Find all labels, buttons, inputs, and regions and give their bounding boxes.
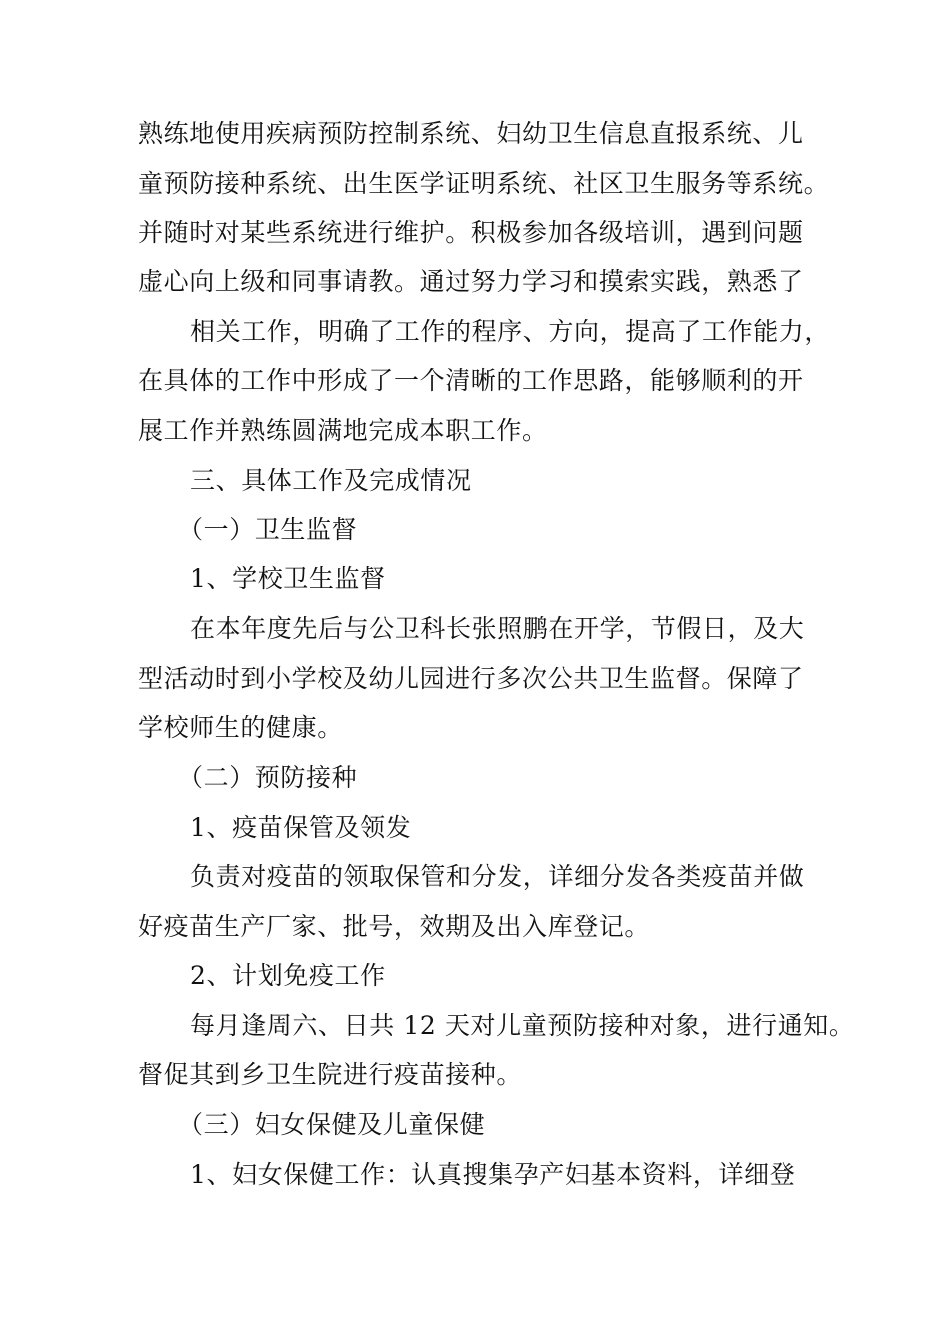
item-heading: 1、学校卫生监督 [190,564,386,593]
text-line: 熟练地使用疾病预防控制系统、妇幼卫生信息直报系统、儿 [138,119,804,148]
text-line: 在本年度先后与公卫科长张照鹏在开学，节假日，及大 [190,614,805,643]
item-heading: 1、妇女保健工作：认真搜集孕产妇基本资料，详细登 [190,1160,796,1189]
text-line: 每月逢周六、日共 12 天对儿童预防接种对象，进行通知。 [190,1011,855,1040]
text-line: 虚心向上级和同事请教。通过努力学习和摸索实践，熟悉了 [138,267,804,296]
subsection-heading: （二）预防接种 [178,763,358,792]
item-heading: 1、疫苗保管及领发 [190,813,412,842]
item-heading: 2、计划免疫工作 [190,961,386,990]
section-heading: 三、具体工作及完成情况 [190,466,472,495]
text-line: 好疫苗生产厂家、批号，效期及出入库登记。 [138,912,651,941]
text-line: 督促其到乡卫生院进行疫苗接种。 [138,1060,523,1089]
text-line: 学校师生的健康。 [138,713,343,742]
text-line: 负责对疫苗的领取保管和分发，详细分发各类疫苗并做 [190,862,805,891]
text-line: 展工作并熟练圆满地完成本职工作。 [138,416,548,445]
subsection-heading: （三）妇女保健及儿童保健 [178,1110,486,1139]
text-line: 型活动时到小学校及幼儿园进行多次公共卫生监督。保障了 [138,664,804,693]
subsection-heading: （一）卫生监督 [178,515,358,544]
text-line: 相关工作，明确了工作的程序、方向，提高了工作能力， [190,317,831,346]
text-line: 在具体的工作中形成了一个清晰的工作思路，能够顺利的开 [138,366,804,395]
text-line: 并随时对某些系统进行维护。积极参加各级培训，遇到问题 [138,218,804,247]
text-line: 童预防接种系统、出生医学证明系统、社区卫生服务等系统。 [138,169,830,198]
